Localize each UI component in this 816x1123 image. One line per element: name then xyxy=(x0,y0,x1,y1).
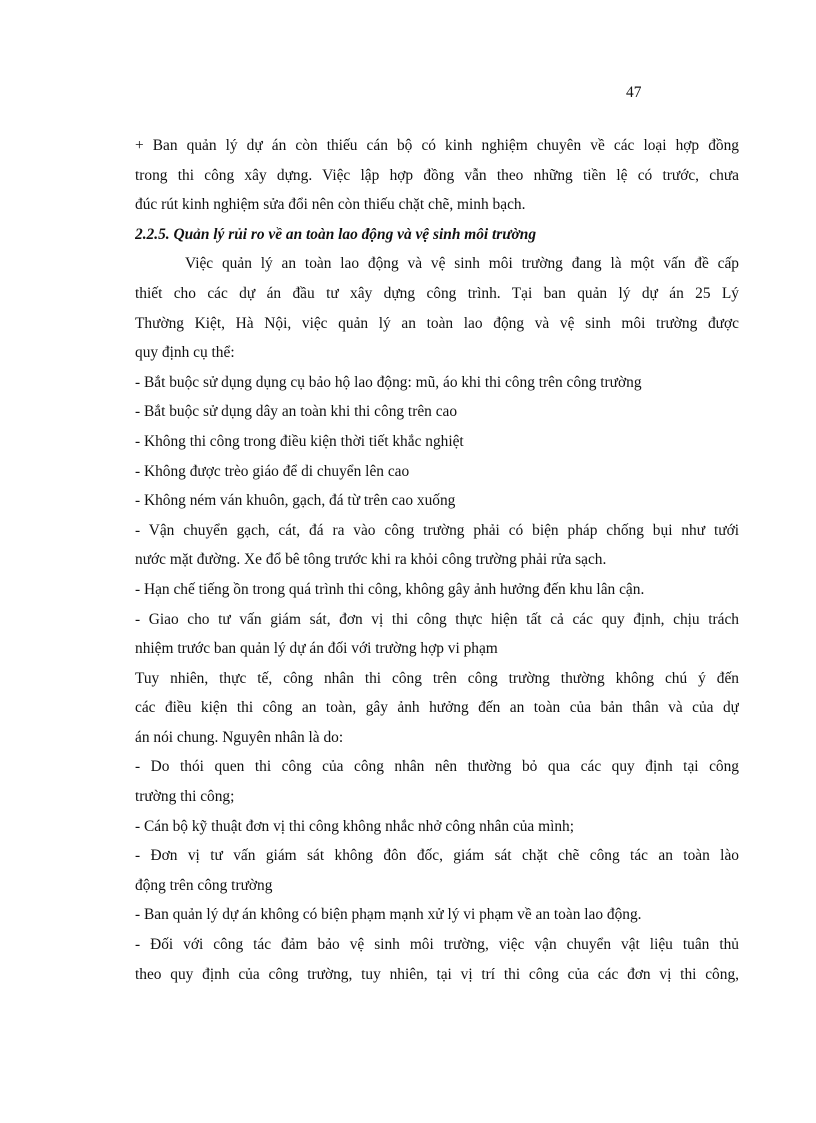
text-line: + Ban quản lý dự án còn thiếu cán bộ có kinh nghiệm chuyên về các loại hợp đồng xyxy=(135,137,739,154)
list-item: - Không ném ván khuôn, gạch, đá từ trên cao xuống xyxy=(135,492,456,510)
list-item: - Vận chuyển gạch, cát, đá ra vào công trường phải có biện pháp chống bụi như tưới xyxy=(135,521,739,539)
text-line: nước mặt đường. Xe đổ bê tông trước khi ra khỏi công trường phải rửa sạch. xyxy=(135,551,607,569)
list-item: - Bắt buộc sử dụng dụng cụ bảo hộ lao động: mũ, áo khi thi công trên công trường xyxy=(135,373,642,391)
text-line: trường thi công; xyxy=(135,788,235,806)
text-line: quy định cụ thể: xyxy=(135,344,235,362)
list-item: - Cán bộ kỹ thuật đơn vị thi công không nhắc nhở công nhân của mình; xyxy=(135,817,575,835)
list-item: - Giao cho tư vấn giám sát, đơn vị thi công thực hiện tất cả các quy định, chịu trách xyxy=(135,610,739,628)
text-line: án nói chung. Nguyên nhân là do: xyxy=(135,728,344,746)
list-item: - Hạn chế tiếng ồn trong quá trình thi công, không gây ảnh hưởng đến khu lân cận. xyxy=(135,580,645,598)
text-line: theo quy định của công trường, tuy nhiên, tại vị trí thi công của các đơn vị thi công, xyxy=(135,965,739,983)
list-item: - Bắt buộc sử dụng dây an toàn khi thi công trên cao xyxy=(135,403,458,421)
list-item: - Không thi công trong điều kiện thời tiết khắc nghiệt xyxy=(135,432,464,450)
text-line: trong thi công xây dựng. Việc lập hợp đồng vẫn theo những tiền lệ có trước, chưa xyxy=(135,166,739,184)
body-text xyxy=(135,131,739,989)
list-item: - Đối với công tác đảm bảo vệ sinh môi trường, việc vận chuyển vật liệu tuân thủ xyxy=(135,936,739,954)
section-heading: 2.2.5. Quản lý rủi ro về an toàn lao động và vệ sinh môi trường xyxy=(135,225,537,243)
text-line: động trên công trường xyxy=(135,876,273,894)
list-item: - Do thói quen thi công của công nhân nên thường bỏ qua các quy định tại công xyxy=(135,758,739,776)
text-line: thiết cho các dự án đầu tư xây dựng công trình. Tại ban quản lý dự án 25 Lý xyxy=(135,284,739,302)
text-line: các điều kiện thi công an toàn, gây ảnh hưởng đến an toàn của bản thân và của dự xyxy=(135,699,739,717)
text-line: đúc rút kinh nghiệm sửa đổi nên còn thiếu chặt chẽ, minh bạch. xyxy=(135,196,526,214)
text-line: Thường Kiệt, Hà Nội, việc quản lý an toàn lao động và vệ sinh môi trường được xyxy=(135,314,739,332)
list-item: - Không được trèo giáo để di chuyển lên cao xyxy=(135,462,410,480)
text-line: Tuy nhiên, thực tế, công nhân thi công trên công trường thường không chú ý đến xyxy=(135,669,739,687)
text-line: Việc quản lý an toàn lao động và vệ sinh môi trường đang là một vấn đề cấp xyxy=(185,255,739,273)
text-line: nhiệm trước ban quản lý dự án đối với trường hợp vi phạm xyxy=(135,640,498,658)
list-item: - Đơn vị tư vấn giám sát không đôn đốc, giám sát chặt chẽ công tác an toàn lào xyxy=(135,847,739,865)
list-item: - Ban quản lý dự án không có biện phạm mạnh xử lý vi phạm về an toàn lao động. xyxy=(135,906,642,924)
page-number: 47 xyxy=(626,84,642,101)
